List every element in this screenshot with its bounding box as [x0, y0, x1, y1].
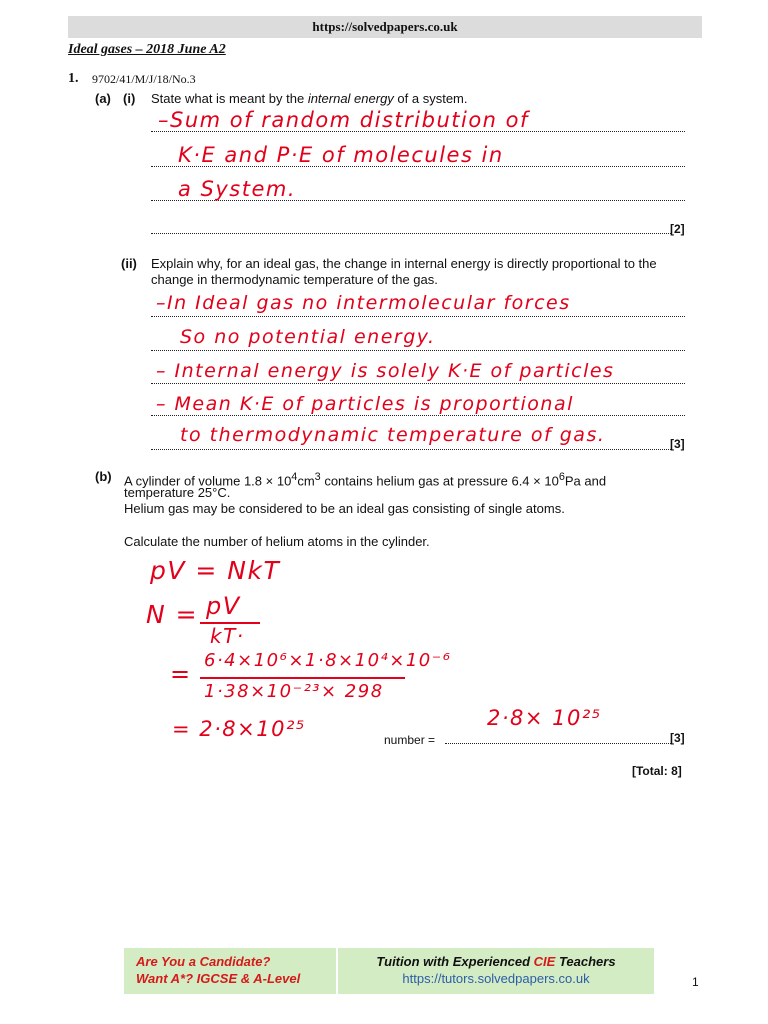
page-number: 1 — [692, 975, 699, 989]
answer-line — [151, 233, 671, 234]
part-ai-question: State what is meant by the internal energy of a system. — [151, 91, 468, 106]
handwritten-answer-line: –Sum of random distribution of — [158, 108, 529, 132]
promo-line-2: Want A*? IGCSE & A-Level — [136, 971, 301, 986]
page-title: Ideal gases – 2018 June A2 — [68, 42, 226, 57]
part-aii-question-line2: change in thermodynamic temperature of the gas. — [151, 272, 438, 287]
part-b-question-line4: Calculate the number of helium atoms in the cylinder. — [124, 534, 430, 549]
working-equation-1: pV = NkT — [150, 556, 281, 585]
working-n-lhs: N = — [146, 600, 199, 629]
question-code: 9702/41/M/J/18/No.3 — [92, 72, 196, 86]
part-b-question-line2: temperature 25°C. — [124, 485, 231, 500]
part-ai-label: (i) — [123, 91, 136, 106]
answer-label: number = — [384, 733, 436, 747]
handwritten-answer-line: – Mean K·E of particles is proportional — [156, 393, 574, 415]
handwritten-answer-line: a System. — [178, 177, 297, 201]
working-denominator: 1·38×10⁻²³× 298 — [204, 681, 384, 702]
fraction-bar — [200, 677, 405, 679]
answer-line — [151, 316, 685, 317]
promo-right[interactable] — [340, 953, 652, 987]
marks-b: [3] — [670, 731, 685, 745]
part-a-label: (a) — [95, 91, 111, 106]
marks-ai: [2] — [670, 222, 685, 236]
promo-tuition-heading: Tuition with Experienced CIE Teachers — [376, 954, 616, 969]
handwritten-final-answer: 2·8× 10²⁵ — [487, 706, 602, 730]
answer-line — [151, 383, 685, 384]
handwritten-answer-line: So no potential energy. — [180, 326, 436, 348]
working-equals: = — [170, 660, 192, 688]
answer-line — [151, 415, 685, 416]
part-b-question-line3: Helium gas may be considered to be an ideal gas consisting of single atoms. — [124, 501, 565, 516]
handwritten-answer-line: – Internal energy is solely K·E of particles — [156, 360, 615, 382]
answer-line — [151, 350, 685, 351]
banner-divider — [336, 948, 338, 994]
part-b-question-line1: A cylinder of volume $1.8 \times 10^4cm^3$ contains helium gas at pressure $6.4 \times 10^6Pa$ and — [124, 471, 607, 489]
part-aii-question-line1: Explain why, for an ideal gas, the change in internal energy is directly proportional to the — [151, 256, 657, 271]
part-aii-label: (ii) — [121, 256, 137, 271]
working-n-denominator: kT· — [210, 624, 245, 648]
marks-aii: [3] — [670, 437, 685, 451]
working-numerator: 6·4×10⁶×1·8×10⁴×10⁻⁶ — [204, 650, 452, 671]
total-marks: [Total: 8] — [632, 764, 682, 778]
promo-left[interactable] — [136, 953, 300, 987]
handwritten-answer-line: to thermodynamic temperature of gas. — [180, 424, 606, 446]
handwritten-answer-line: K·E and P·E of molecules in — [178, 143, 504, 167]
handwritten-answer-line: –In Ideal gas no intermolecular forces — [156, 292, 571, 314]
promo-line-1: Are You a Candidate? — [136, 954, 271, 969]
part-b-label: (b) — [95, 469, 112, 484]
answer-line — [445, 743, 671, 744]
site-url-banner: https://solvedpapers.co.uk — [68, 16, 702, 38]
promo-link[interactable]: https://tutors.solvedpapers.co.uk — [402, 971, 590, 986]
answer-line — [151, 449, 671, 450]
working-n-numerator: pV — [206, 592, 241, 620]
question-number: 1. — [68, 71, 79, 86]
working-result: = 2·8×10²⁵ — [172, 717, 306, 741]
